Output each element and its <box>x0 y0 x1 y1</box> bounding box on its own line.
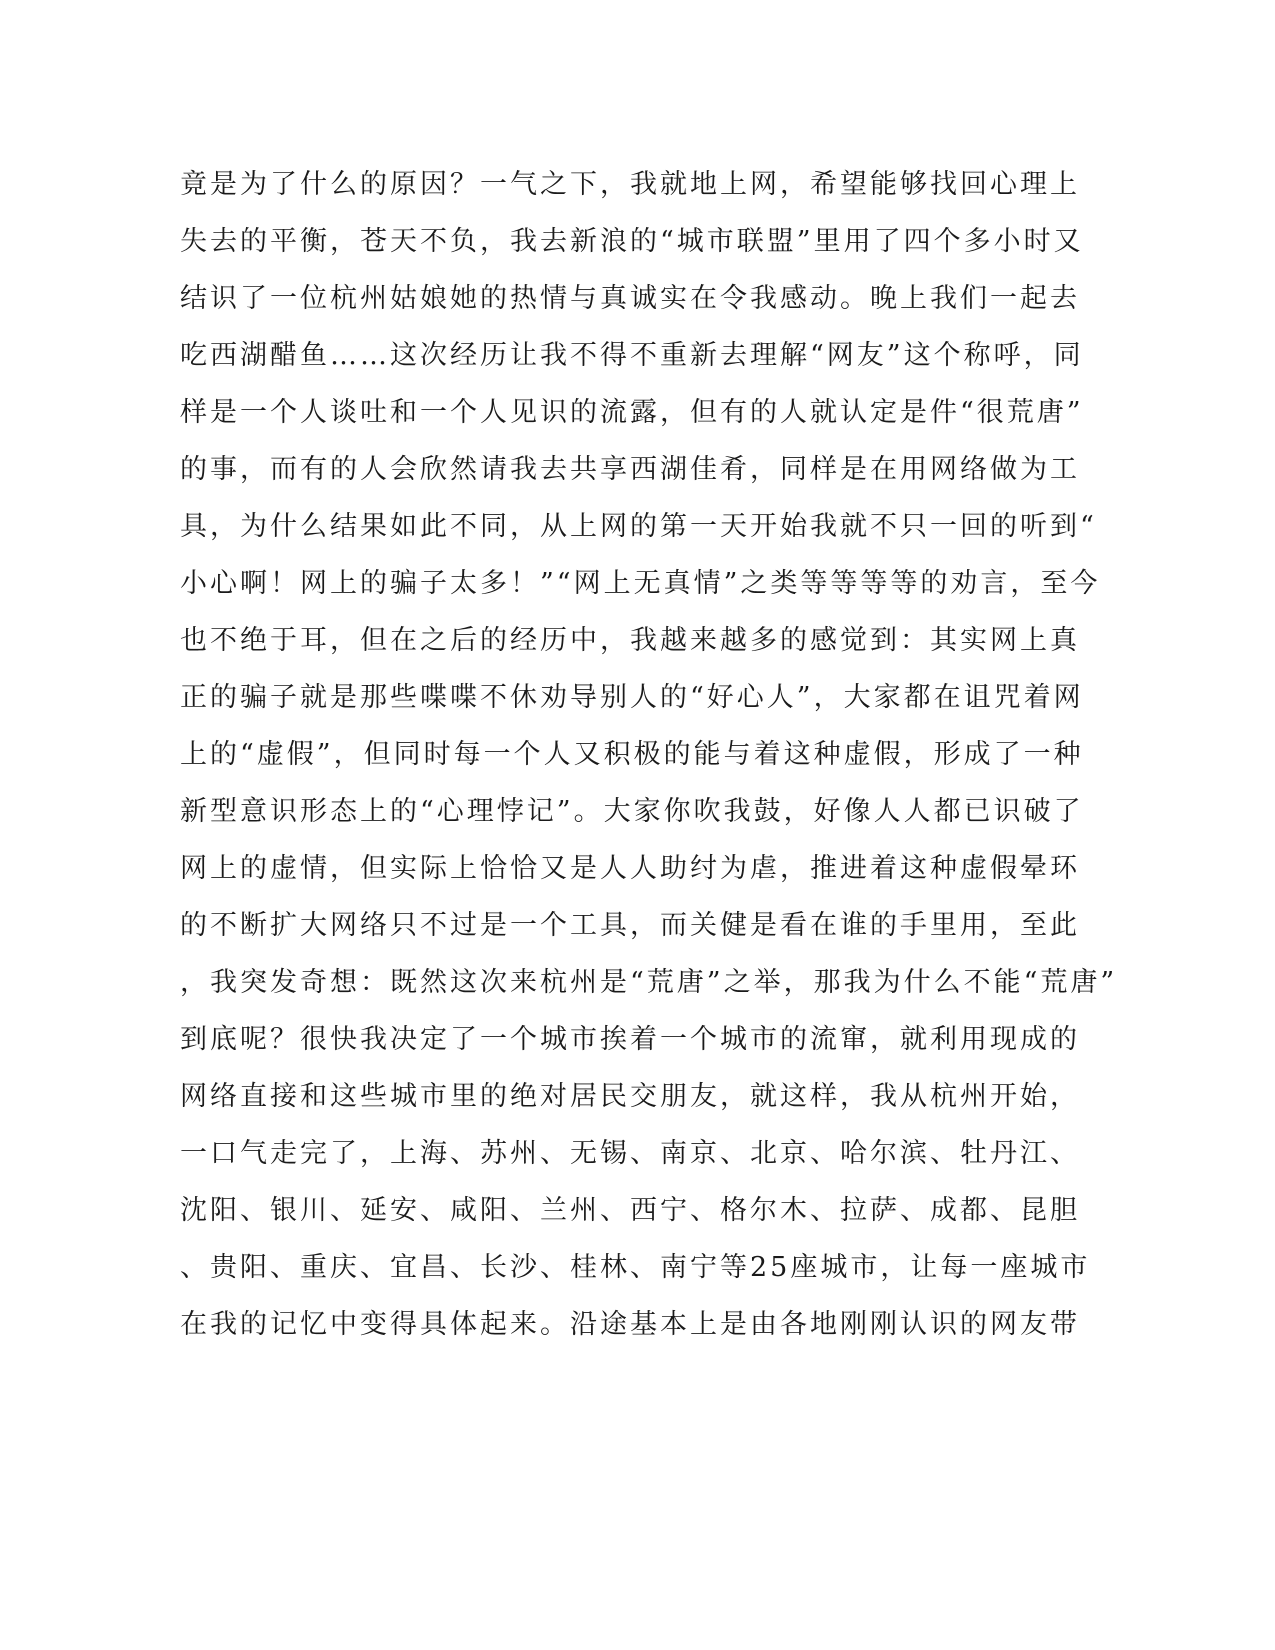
text-line: 的事，而有的人会欣然请我去共享西湖佳肴，同样是在用网络做为工 <box>180 454 1080 485</box>
text-line: 具，为什么结果如此不同，从上网的第一天开始我就不只一回的听到“ <box>180 511 1097 542</box>
text-line: 沈阳、银川、延安、咸阳、兰州、西宁、格尔木、拉萨、成都、昆胆 <box>180 1195 1080 1226</box>
text-line: 的不断扩大网络只不过是一个工具，而关健是看在谁的手里用，至此 <box>180 910 1080 941</box>
text-line: 竟是为了什么的原因？一气之下，我就地上网，希望能够找回心理上 <box>180 169 1080 200</box>
text-line: ，我突发奇想：既然这次来杭州是“荒唐”之举，那我为什么不能“荒唐” <box>180 967 1118 998</box>
text-line: 上的“虚假”，但同时每一个人又积极的能与着这种虚假，形成了一种 <box>180 739 1084 770</box>
text-line: 网上的虚情，但实际上恰恰又是人人助纣为虐，推进着这种虚假晕环 <box>180 853 1080 884</box>
text-line: 到底呢？很快我决定了一个城市挨着一个城市的流窜，就利用现成的 <box>180 1024 1080 1055</box>
text-line: 正的骗子就是那些喋喋不休劝导别人的“好心人”，大家都在诅咒着网 <box>180 682 1084 713</box>
text-line: 小心啊！网上的骗子太多！”“网上无真情”之类等等等等的劝言，至今 <box>180 568 1101 599</box>
text-line: 在我的记忆中变得具体起来。沿途基本上是由各地刚刚认识的网友带 <box>180 1309 1080 1340</box>
text-line: 、贵阳、重庆、宜昌、长沙、桂林、南宁等25座城市，让每一座城市 <box>180 1252 1091 1283</box>
text-line: 一口气走完了，上海、苏州、无锡、南京、北京、哈尔滨、牡丹江、 <box>180 1138 1080 1169</box>
text-line: 网络直接和这些城市里的绝对居民交朋友，就这样，我从杭州开始， <box>180 1081 1080 1112</box>
text-line: 样是一个人谈吐和一个人见识的流露，但有的人就认定是件“很荒唐” <box>180 397 1084 428</box>
text-line: 新型意识形态上的“心理悖记”。大家你吹我鼓，好像人人都已识破了 <box>180 796 1084 827</box>
body-text <box>180 156 1118 1353</box>
text-line: 失去的平衡，苍天不负，我去新浪的“城市联盟”里用了四个多小时又 <box>180 226 1084 257</box>
text-line: 也不绝于耳，但在之后的经历中，我越来越多的感觉到：其实网上真 <box>180 625 1080 656</box>
text-line: 吃西湖醋鱼……这次经历让我不得不重新去理解“网友”这个称呼，同 <box>180 340 1084 371</box>
text-line: 结识了一位杭州姑娘她的热情与真诚实在令我感动。晚上我们一起去 <box>180 283 1080 314</box>
